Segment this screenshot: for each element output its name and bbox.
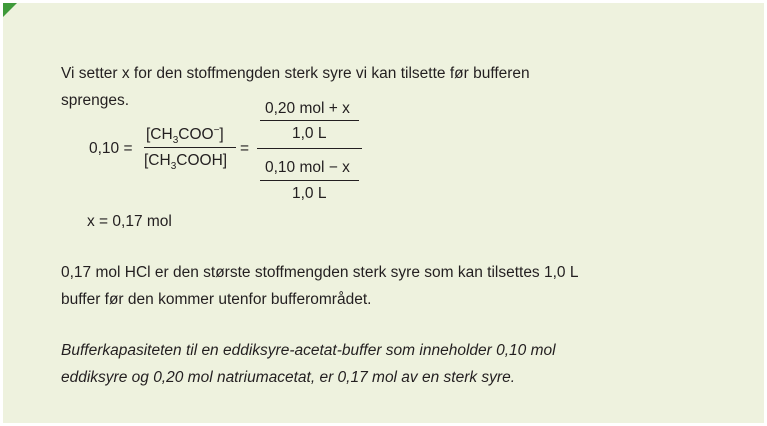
conclusion-line-1: 0,17 mol HCl er den største stoffmengden sterk syre som kan tilsettes 1,0 L — [61, 264, 579, 281]
main-fraction-line — [257, 148, 362, 149]
top-denominator: 1,0 L — [292, 125, 327, 142]
ratio-denominator: $[CH_3COOH]$ — [144, 152, 228, 172]
ratio-numerator: $[CH_3COO^-]$ — [146, 125, 224, 146]
summary-line-1: Bufferkapasiteten til en eddiksyre-acetat-buffer som inneholder 0,10 mol — [61, 342, 556, 359]
bottom-inner-line — [260, 180, 359, 181]
bottom-denominator: 1,0 L — [292, 185, 327, 202]
intro-line-1: Vi setter x for den stoffmengden sterk syre vi kan tilsette før bufferen — [61, 65, 530, 82]
top-numerator: 0,20 mol + x — [265, 100, 350, 117]
equation-lhs: 0,10 = — [89, 140, 133, 157]
bottom-numerator: 0,10 mol − x — [265, 159, 350, 176]
equals-sign: = — [240, 140, 250, 157]
ratio-fraction-line — [144, 147, 236, 148]
top-inner-line — [260, 120, 359, 121]
corner-marker — [3, 3, 17, 17]
summary-line-2: eddiksyre og 0,20 mol natriumacetat, er 0,17 mol av en sterk syre. — [61, 369, 516, 386]
example-panel — [3, 3, 764, 423]
conclusion-line-2: buffer før den kommer utenfor bufferområdet. — [61, 291, 372, 308]
result-line: x = 0,17 mol — [87, 213, 172, 230]
intro-line-2: sprenges. — [61, 92, 130, 109]
